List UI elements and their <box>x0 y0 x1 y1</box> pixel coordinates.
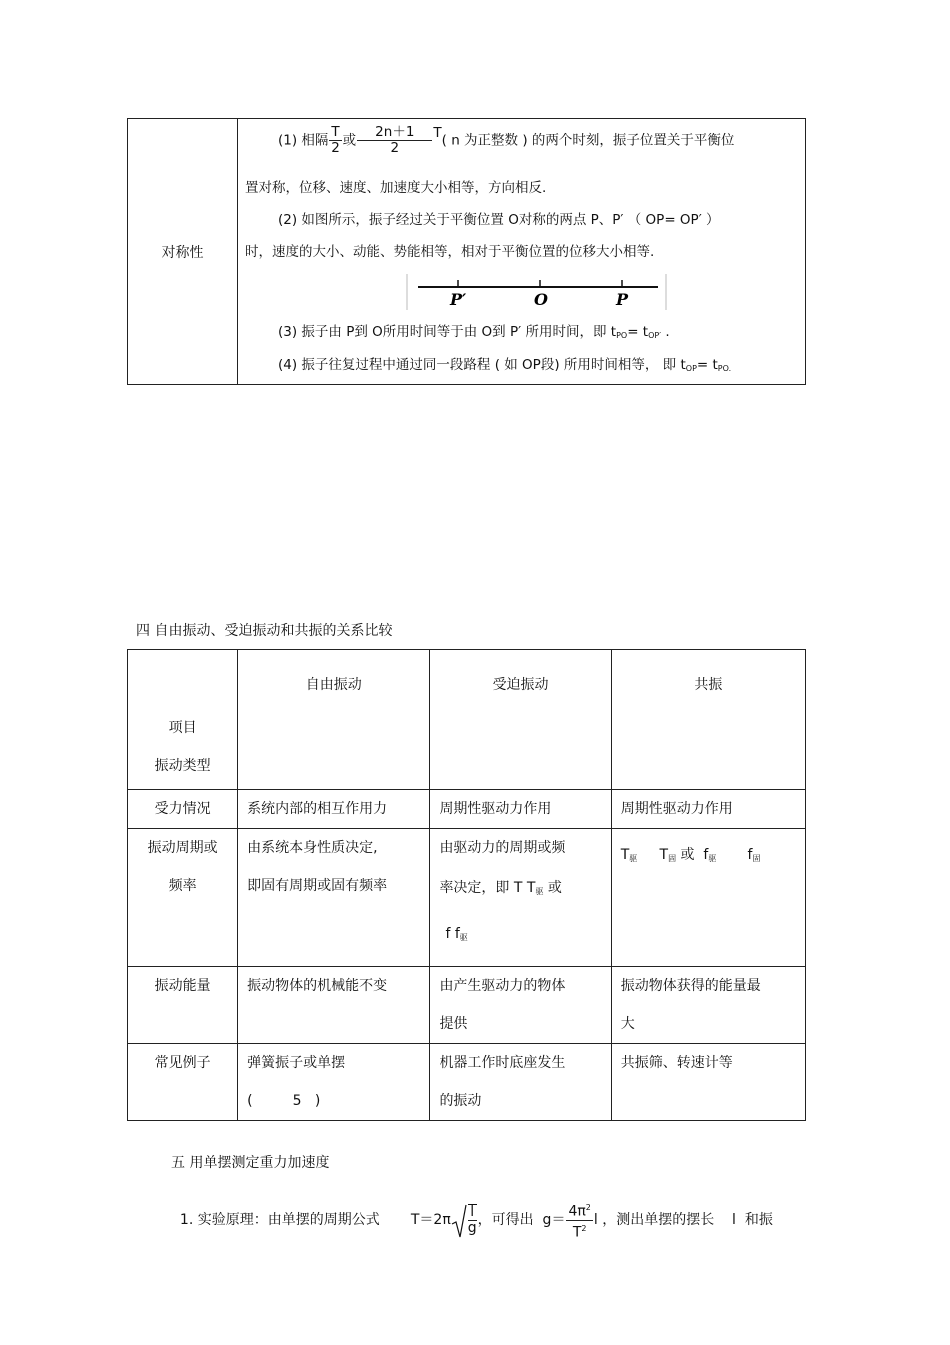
table-header-row <box>128 650 806 790</box>
cell-free-force: 系统内部的相互作用力 <box>238 790 430 829</box>
header-item-type-cell <box>128 650 238 790</box>
header-forced: 受迫振动 <box>430 650 611 790</box>
fraction-2n-plus-1-over-2: $\frac{2n+1}{2}$ <box>357 125 432 156</box>
cell-free-period: 由系统本身性质决定, 即固有周期或固有频率 <box>238 829 430 967</box>
section-5-title: 五 用单摆测定重力加速度 <box>171 1155 330 1171</box>
table-row <box>128 829 806 967</box>
cell-resonance-examples: 共振筛、转速计等 <box>611 1044 805 1121</box>
row-label-period: 振动周期或 频率 <box>128 829 238 967</box>
cell-free-energy: 振动物体的机械能不变 <box>238 967 430 1044</box>
section-4-title: 四 自由振动、受迫振动和共振的关系比较 <box>136 623 393 639</box>
symmetry-label: 对称性 <box>161 244 204 261</box>
symmetry-content-cell <box>238 119 806 385</box>
table-row <box>128 967 806 1044</box>
fraction-t-over-2: $\frac{T}{2}$ <box>331 124 340 156</box>
cell-resonance-force: 周期性驱动力作用 <box>611 790 805 829</box>
cell-resonance-energy: 振动物体获得的能量最 大 <box>611 967 805 1044</box>
header-free: 自由振动 <box>238 650 430 790</box>
cell-free-examples: 弹簧振子或单摆 ( 5 ) <box>238 1044 430 1121</box>
symmetry-line-6: (4) 振子往复过程中通过同一段路程 ( 如 OP段) 所用时间相等， 即 $t_{OP}= t_{PO.}$ <box>278 357 732 373</box>
row-label-examples: 常见例子 <box>128 1044 238 1121</box>
table-row <box>128 1044 806 1121</box>
row-label-energy: 振动能量 <box>128 967 238 1044</box>
sqrt-l-over-g: $\frac{l}{g}$ <box>451 1204 478 1236</box>
table-row <box>128 790 806 829</box>
symmetry-line-2: 置对称，位移、速度、加速度大小相等，方向相反. <box>245 180 547 196</box>
symmetry-line-3: (2) 如图所示，振子经过关于平衡位置 O对称的两点 P、P′ （ OP= OP′ ） <box>278 212 720 228</box>
sqrt-sign-icon <box>451 1204 467 1240</box>
row-label-force: 受力情况 <box>128 790 238 829</box>
vibration-comparison-table <box>127 649 806 1121</box>
header-resonance: 共振 <box>611 650 805 790</box>
header-type: 振动类型 <box>154 758 211 774</box>
symmetry-table <box>127 118 806 385</box>
cell-forced-energy: 由产生驱动力的物体 提供 <box>430 967 611 1044</box>
label-o: O <box>534 290 548 309</box>
equilibrium-axis-diagram <box>406 270 668 312</box>
fraction-4pi2-over-t2: $\frac{4\pi^2}{T^2}$ <box>566 1200 592 1240</box>
label-p-prime: P′ <box>450 290 467 309</box>
symmetry-label-cell <box>128 119 238 385</box>
symmetry-line-5: (3) 振子由 P到 O所用时间等于由 O到 P′ 所用时间，即 $t_{PO}= t_{OP'}$ . <box>278 324 670 340</box>
cell-forced-examples: 机器工作时底座发生 的振动 <box>430 1044 611 1121</box>
cell-resonance-period: $T_驱$ $T_固$ 或 $f_驱$ $f_固$ <box>611 829 805 967</box>
symmetry-line-4: 时，速度的大小、动能、势能相等，相对于平衡位置的位移大小相等. <box>245 244 655 260</box>
header-item: 项目 <box>168 720 197 736</box>
label-p: P <box>616 290 629 309</box>
experiment-principle-line: 1. 实验原理：由单摆的周期公式 T＝2π $\frac{l}{g}$ ，可得出 g＝ $\frac{4\pi^2}{T^2}$ l ，测出单摆的摆长 l 和振 <box>171 1184 773 1240</box>
cell-forced-force: 周期性驱动力作用 <box>430 790 611 829</box>
symmetry-line-1: (1) 相隔 $\frac{T}{2}$ 或 $\frac{2n+1}{2}$ T( n 为正整数 ) 的两个时刻，振子位置关于平衡位 <box>278 124 735 156</box>
cell-forced-period: 由驱动力的周期或频 率决定，即 T $T_驱$ 或 f $f_驱$ <box>430 829 611 967</box>
